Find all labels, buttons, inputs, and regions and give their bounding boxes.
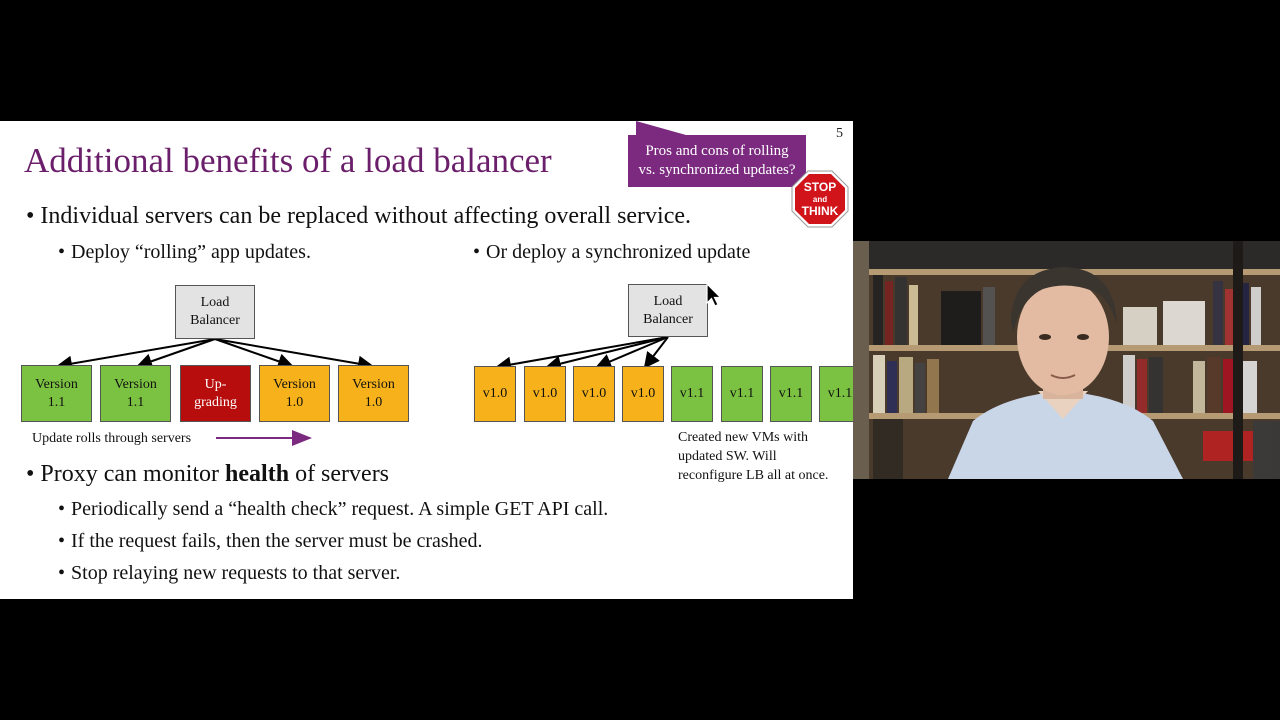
bullet-proxy-health-post: of servers [289, 461, 390, 487]
presentation-slide [0, 121, 853, 599]
sync-server-1: v1.0 [474, 366, 516, 422]
rolling-server-5-line-2: 1.0 [364, 394, 383, 410]
stop-sign-text-3: THINK [801, 204, 839, 218]
rolling-server-2-line-1: Version [114, 376, 157, 392]
callout-line-1: Pros and cons of rolling [645, 143, 789, 159]
rolling-server-3-line-2: grading [194, 394, 237, 410]
stop-sign-text-1: STOP [803, 180, 837, 194]
rolling-arrow-3 [215, 339, 292, 366]
sync-note [678, 428, 828, 485]
rolling-arrow-4 [215, 339, 372, 366]
diagram-arrows [0, 121, 853, 599]
bullet-synchronized-update-text: Or deploy a synchronized update [486, 241, 751, 263]
slide-page-number: 5 [836, 126, 843, 141]
bullet-rolling-updates: • Deploy “rolling” app updates. [58, 241, 311, 263]
bullet-health-check-text: Periodically send a “health check” request. A simple GET API call. [71, 498, 609, 520]
bullet-individual-servers-text: Individual servers can be replaced without affecting overall service. [40, 203, 692, 229]
bullet-stop-relaying: • Stop relaying new requests to that server. [58, 562, 401, 584]
rolling-caption: Update rolls through servers [32, 431, 192, 446]
bullet-request-fails-text: If the request fails, then the server must be crashed. [71, 530, 483, 552]
rolling-load-balancer [175, 285, 255, 339]
sync-server-8: v1.1 [819, 366, 853, 422]
presenter-webcam-video [853, 241, 1280, 479]
rolling-lb-line-1: Load [200, 295, 230, 310]
bullet-proxy-health-pre: Proxy can monitor [40, 461, 226, 487]
presenter-webcam-image [853, 241, 1280, 479]
rolling-server-2 [100, 365, 171, 422]
sync-server-6: v1.1 [721, 366, 763, 422]
bullet-proxy-health: • Proxy can monitor health of servers [26, 461, 390, 487]
sync-lb-line-2: Balancer [643, 311, 693, 327]
bullet-proxy-health-bold: health [225, 461, 290, 487]
bullet-health-check: • Periodically send a “health check” request. A simple GET API call. [58, 498, 609, 520]
rolling-server-4-line-2: 1.0 [285, 394, 304, 410]
sync-server-4: v1.0 [622, 366, 664, 422]
sync-server-7: v1.1 [770, 366, 812, 422]
rolling-arrow-2 [138, 339, 215, 366]
sync-note-line-3: reconfigure LB all at once. [678, 468, 829, 483]
rolling-server-4-line-1: Version [273, 376, 316, 392]
sync-arrow-1 [497, 337, 668, 367]
sync-server-3: v1.0 [573, 366, 615, 422]
sync-server-5: v1.1 [671, 366, 713, 422]
rolling-arrow-1 [58, 339, 215, 366]
rolling-server-5 [338, 365, 409, 422]
sync-note-line-2: updated SW. Will [678, 449, 777, 464]
mouse-cursor-icon [706, 283, 722, 309]
rolling-server-3-line-1: Up- [204, 376, 227, 392]
rolling-server-1-line-1: Version [35, 376, 78, 392]
rolling-server-1 [21, 365, 92, 422]
sync-lb-line-1: Load [653, 293, 683, 309]
callout-line-2: vs. synchronized updates? [638, 162, 796, 178]
bullet-rolling-updates-text: Deploy “rolling” app updates. [71, 241, 311, 263]
rolling-server-1-line-2: 1.1 [47, 394, 66, 410]
rolling-server-2-line-2: 1.1 [126, 394, 145, 410]
sync-server-2: v1.0 [524, 366, 566, 422]
rolling-server-4 [259, 365, 330, 422]
bullet-synchronized-update: • Or deploy a synchronized update [473, 241, 751, 263]
rolling-server-3 [180, 365, 251, 422]
rolling-lb-line-2: Balancer [190, 313, 240, 328]
sync-note-line-1: Created new VMs with [678, 430, 808, 445]
rolling-server-5-line-1: Version [352, 376, 395, 392]
bullet-request-fails: • If the request fails, then the server must be crashed. [58, 530, 483, 552]
sync-load-balancer [628, 284, 708, 337]
bullet-individual-servers: • Individual servers can be replaced without affecting overall service. [26, 203, 692, 229]
stop-sign-text-2: and [812, 195, 828, 204]
bullet-stop-relaying-text: Stop relaying new requests to that server. [71, 562, 401, 584]
slide-title: Additional benefits of a load balancer [24, 141, 552, 180]
